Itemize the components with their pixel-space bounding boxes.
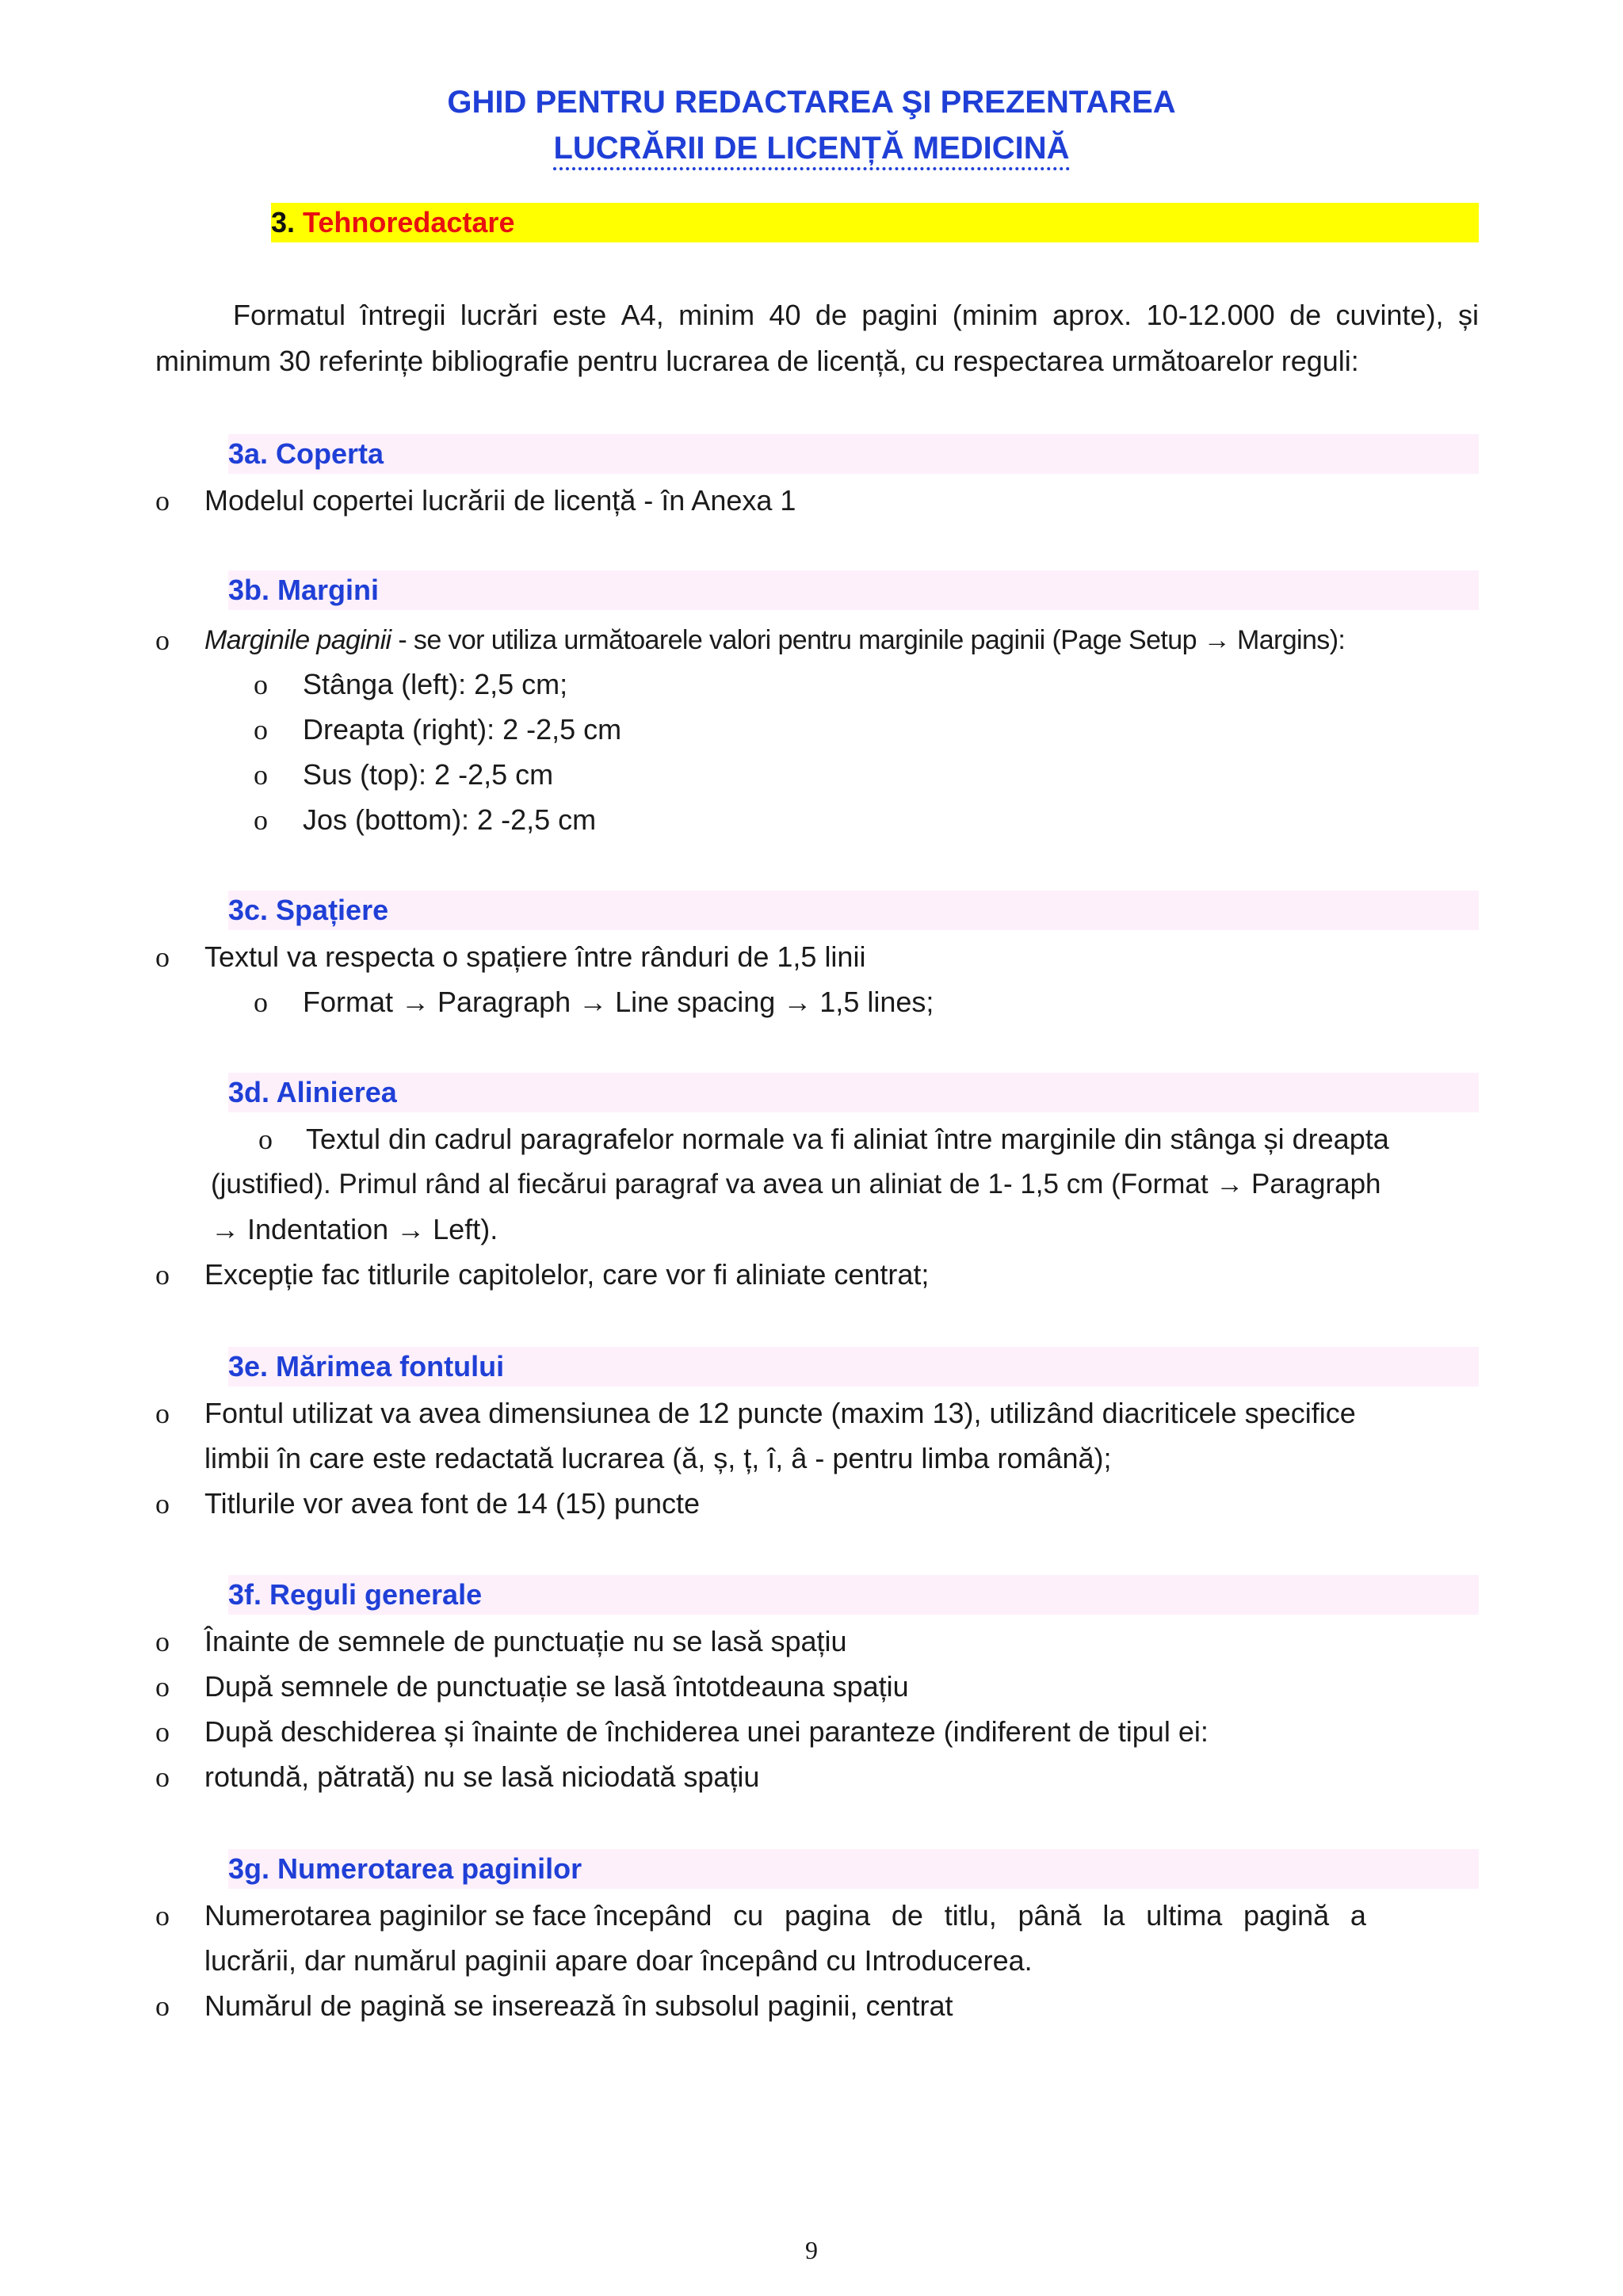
document-title-line-2 xyxy=(0,128,1623,168)
bullet-icon: o xyxy=(254,986,268,1018)
intro-word: Formatul xyxy=(233,299,346,331)
bullet-icon: o xyxy=(254,759,268,791)
list-item-text: - se vor utiliza următoarele valori pentru marginile paginii (Page Setup → Margins): xyxy=(391,625,1346,655)
paragraph-line: (justified). Primul rând al fiecărui paragraf va avea un aliniat de 1- 1,5 cm (Format → Paragraph xyxy=(211,1169,1381,1199)
bullet-icon: o xyxy=(155,1488,170,1520)
intro-word: cuvinte), xyxy=(1335,299,1444,331)
intro-word: de xyxy=(1289,299,1322,331)
bullet-icon: o xyxy=(254,669,268,700)
intro-word: și xyxy=(1457,299,1479,331)
intro-word: întregii xyxy=(360,299,446,331)
list-item: După deschiderea și înainte de închiderea unei paranteze (indiferent de tipul ei: xyxy=(204,1715,1209,1748)
bullet-icon: o xyxy=(155,1990,170,2022)
section-number: 3. xyxy=(271,206,296,238)
bullet-icon: o xyxy=(155,1626,170,1657)
list-item: Fontul utilizat va avea dimensiunea de 12 puncte (maxim 13), utilizând diacriticele specifice xyxy=(204,1397,1356,1429)
list-item-word: cu xyxy=(733,1899,764,1932)
bullet-icon: o xyxy=(155,1398,170,1429)
bullet-icon: o xyxy=(155,485,170,517)
list-item-word: pagină xyxy=(1243,1899,1330,1932)
paragraph-line: → Indentation → Left). xyxy=(211,1213,498,1245)
bullet-icon: o xyxy=(155,1900,170,1932)
intro-word: de xyxy=(815,299,847,331)
list-item: rotundă, pătrată) nu se lasă niciodată spațiu xyxy=(204,1760,760,1793)
list-item: Titlurile vor avea font de 14 (15) puncte xyxy=(204,1487,701,1520)
bullet-icon: o xyxy=(155,1761,170,1793)
list-item xyxy=(204,1898,1366,1933)
intro-line-1 xyxy=(233,298,1479,333)
subsection-heading-3f: 3f. Reguli generale xyxy=(228,1575,1479,1615)
bullet-icon: o xyxy=(155,1259,170,1291)
page-number: 9 xyxy=(805,2236,818,2264)
sub-list-item: Dreapta (right): 2 -2,5 cm xyxy=(303,713,622,746)
list-item: Numărul de pagină se inserează în subsolul paginii, centrat xyxy=(204,1989,953,2022)
document-title-line-1: GHID PENTRU REDACTAREA ŞI PREZENTAREA xyxy=(447,85,1176,120)
intro-word: pagini xyxy=(861,299,938,331)
italic-term: Marginile paginii xyxy=(204,625,391,655)
subsection-heading-3b: 3b. Margini xyxy=(228,570,1479,610)
list-item: Modelul copertei lucrării de licență - în Anexa 1 xyxy=(204,484,796,517)
list-item-word: pagina xyxy=(784,1899,871,1932)
section-label: Tehnoredactare xyxy=(303,206,515,238)
bullet-icon: o xyxy=(155,1671,170,1703)
sub-list-item: Jos (bottom): 2 -2,5 cm xyxy=(303,803,597,836)
intro-word: (minim xyxy=(952,299,1038,331)
sub-list-item: Format → Paragraph → Line spacing → 1,5 lines; xyxy=(303,986,934,1018)
intro-word: este xyxy=(552,299,607,331)
subsection-heading-3a: 3a. Coperta xyxy=(228,434,1479,474)
section-heading xyxy=(271,203,1479,242)
list-item xyxy=(204,623,1345,658)
document-title-line-2-text: LUCRĂRII DE LICENȚĂ MEDICINĂ xyxy=(553,131,1069,170)
list-item: Excepție fac titlurile capitolelor, care vor fi aliniate centrat; xyxy=(204,1258,930,1291)
subsection-heading-3c: 3c. Spațiere xyxy=(228,891,1479,930)
list-item-word: Numerotarea paginilor se face începând xyxy=(204,1899,712,1932)
bullet-icon: o xyxy=(254,714,268,746)
list-item-word: titlu, xyxy=(944,1899,997,1932)
intro-word: 10-12.000 xyxy=(1146,299,1275,331)
subsection-heading-3e: 3e. Mărimea fontului xyxy=(228,1347,1479,1386)
intro-line-2: minimum 30 referințe bibliografie pentru lucrarea de licență, cu respectarea următoarelor reguli: xyxy=(155,345,1359,377)
list-item-word: ultima xyxy=(1146,1899,1223,1932)
list-item-continuation: lucrării, dar numărul paginii apare doar începând cu Introducerea. xyxy=(204,1944,1033,1977)
list-item: Înainte de semnele de punctuație nu se lasă spațiu xyxy=(204,1625,847,1657)
list-item: După semnele de punctuație se lasă întotdeauna spațiu xyxy=(204,1670,909,1703)
bullet-icon: o xyxy=(155,624,170,656)
sub-list-item: Sus (top): 2 -2,5 cm xyxy=(303,758,554,791)
list-item-word: de xyxy=(891,1899,923,1932)
list-item: Textul va respecta o spațiere între rânduri de 1,5 linii xyxy=(204,940,866,973)
paragraph-line: Textul din cadrul paragrafelor normale va fi aliniat între marginile din stânga și dreapta xyxy=(306,1123,1389,1155)
list-item-word: până xyxy=(1018,1899,1082,1932)
intro-word: 40 xyxy=(769,299,801,331)
bullet-icon: o xyxy=(155,1716,170,1748)
subsection-heading-3d: 3d. Alinierea xyxy=(228,1073,1479,1112)
intro-word: minim xyxy=(678,299,755,331)
sub-list-item: Stânga (left): 2,5 cm; xyxy=(303,668,568,700)
intro-word: A4, xyxy=(621,299,664,331)
intro-word: aprox. xyxy=(1052,299,1132,331)
intro-word: lucrări xyxy=(460,299,538,331)
list-item-continuation: limbii în care este redactată lucrarea (ă, ș, ț, î, â - pentru limba română); xyxy=(204,1442,1112,1474)
subsection-heading-3g: 3g. Numerotarea paginilor xyxy=(228,1849,1479,1889)
bullet-icon: o xyxy=(155,941,170,973)
bullet-icon: o xyxy=(254,804,268,836)
bullet-icon: o xyxy=(258,1123,273,1155)
list-item-word: la xyxy=(1102,1899,1125,1932)
list-item-word: a xyxy=(1350,1899,1366,1932)
